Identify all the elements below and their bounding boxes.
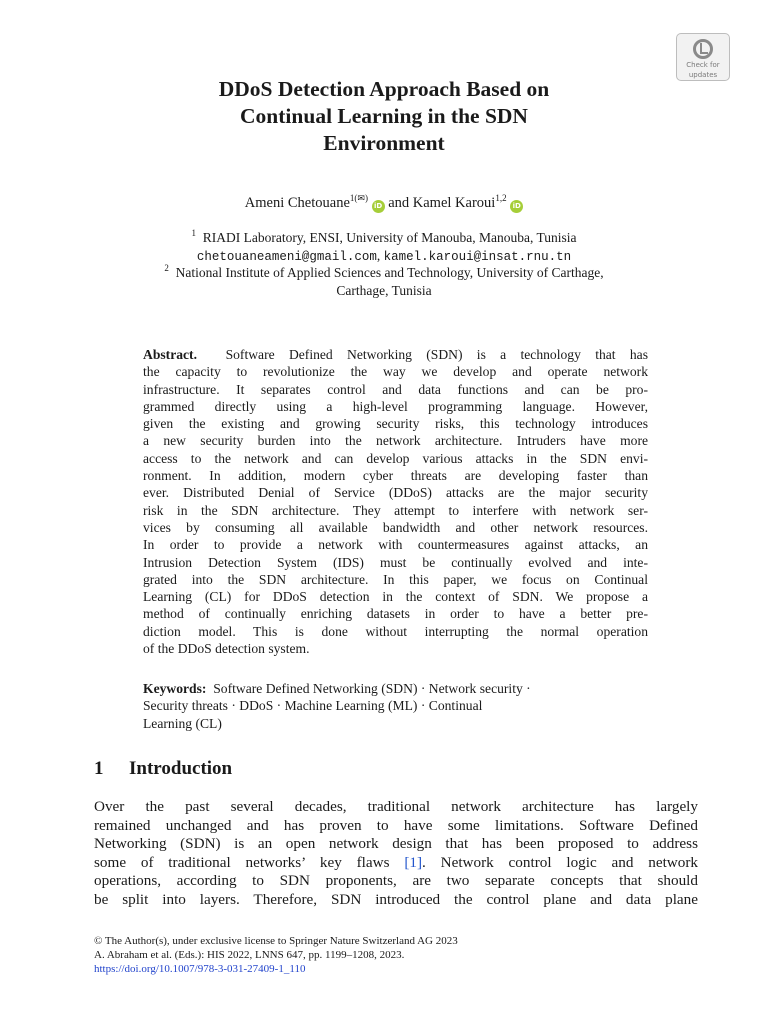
author-1-affil-mark: 1(✉) [349,193,368,203]
abstract-line: diction model. This is done without interrupting the normal operation [143,623,648,639]
abstract [143,346,648,657]
author-2-affil-mark: 1,2 [495,193,507,203]
affil-2-text-cont: Carthage, Tunisia [336,283,432,298]
author-list [100,195,668,213]
abstract-line: infrastructure. It separates control and data functions and can be pro- [143,381,648,397]
abstract-line: In order to provide a network with countermeasures against attacks, an [143,537,648,553]
abstract-line: access to the network and can develop various attacks in the SDN envi- [143,450,648,466]
email-1[interactable]: chetouaneameni@gmail.com [196,250,377,264]
keywords-line: Learning (CL) [143,715,222,731]
intro-line-text: . Network control logic and network [422,853,699,871]
affiliation-2 [90,264,678,282]
affil-2-number: 2 [164,263,169,273]
abstract-line: ronment. In addition, modern cyber threats are developing faster than [143,468,648,484]
check-updates-icon [693,39,713,59]
intro-line [94,854,698,873]
keywords-line: Security threats · DDoS · Machine Learning (ML) · Continual [143,698,483,714]
badge-line-1: Check for [686,61,720,69]
abstract-line: risk in the SDN architecture. They attempt to interfere with network ser- [143,502,648,518]
keywords-label: Keywords: [143,681,207,696]
intro-paragraph [94,798,698,909]
abstract-line: ever. Distributed Denial of Service (DDoS) attacks are the major security [143,485,648,501]
orcid-icon[interactable]: iD [372,200,385,213]
title-line-3: Environment [323,131,445,155]
title-line-1: DDoS Detection Approach Based on [218,77,550,101]
abstract-line: a new security burden into the network architecture. Intruders have more [143,433,648,449]
title-line-2: Continual Learning in the SDN [240,104,528,128]
affil-1-number: 1 [191,228,197,238]
abstract-line [143,346,648,363]
abstract-text: Software Defined Networking (SDN) is a technology that has [225,347,648,362]
affil-1-text: RIADI Laboratory, ENSI, University of Manouba, Manouba, Tunisia [202,230,577,245]
intro-line-text: some of traditional networks’ key flaws [94,853,405,871]
author-2-name: Kamel Karoui [412,195,496,211]
copyright-line: © The Author(s), under exclusive license to Springer Nature Switzerland AG 2023 [94,935,458,947]
abstract-line: grated into the SDN architecture. In this paper, we focus on Continual [143,571,648,587]
section-title: Introduction [129,758,233,779]
intro-line: remained unchanged and has proven to have some limitations. Software Defined [94,816,698,834]
badge-line-2: updates [688,71,718,79]
abstract-line: given the existing and growing security risks, this technology introduces [143,416,648,432]
abstract-line: grammed directly using a high-level programming language. However, [143,398,648,414]
abstract-label: Abstract. [143,347,197,362]
intro-line: be split into layers. Therefore, SDN introduced the control plane and data plane [94,890,698,908]
intro-line: Over the past several decades, traditional network architecture has largely [94,798,698,815]
keywords-text: Software Defined Networking (SDN) · Network security · [213,681,531,696]
abstract-line: method of continually enriching datasets in order to have a better pre- [143,606,648,622]
author-connector: and [384,195,413,211]
section-number: 1 [94,758,104,779]
email-2[interactable]: kamel.karoui@insat.rnu.tn [383,250,572,264]
keywords-line [143,680,648,697]
abstract-line: vices by consuming all available bandwidth and other network resources. [143,519,648,535]
abstract-line: of the DDoS detection system. [143,641,310,657]
section-heading [94,758,232,780]
page-footer [94,934,698,976]
author-1-name: Ameni Chetouane [244,195,350,211]
affil-2-text: National Institute of Applied Sciences and Technology, University of Carthage, [175,265,604,280]
paper-title [120,76,648,157]
intro-line: operations, according to SDN proponents, are two separate concepts that should [94,872,698,889]
affiliation-1 [90,229,678,247]
intro-line: Networking (SDN) is an open network design that has been proposed to address [94,835,698,852]
citation-link[interactable]: [1] [404,853,423,871]
affiliation-2-cont [90,282,678,300]
keywords [143,680,648,732]
check-for-updates-badge[interactable] [676,33,730,81]
abstract-line: Learning (CL) for DDoS detection in the context of SDN. We propose a [143,589,648,605]
abstract-line: the capacity to revolutionize the way we develop and operate network [143,364,648,380]
orcid-icon[interactable]: iD [510,200,523,213]
citation-line: A. Abraham et al. (Eds.): HIS 2022, LNNS 647, pp. 1199–1208, 2023. [94,949,405,961]
abstract-line: Intrusion Detection System (IDS) must be continually evolved and inte- [143,554,648,570]
email-separator: , [376,248,384,263]
doi-link[interactable]: https://doi.org/10.1007/978-3-031-27409-1_110 [94,963,306,975]
